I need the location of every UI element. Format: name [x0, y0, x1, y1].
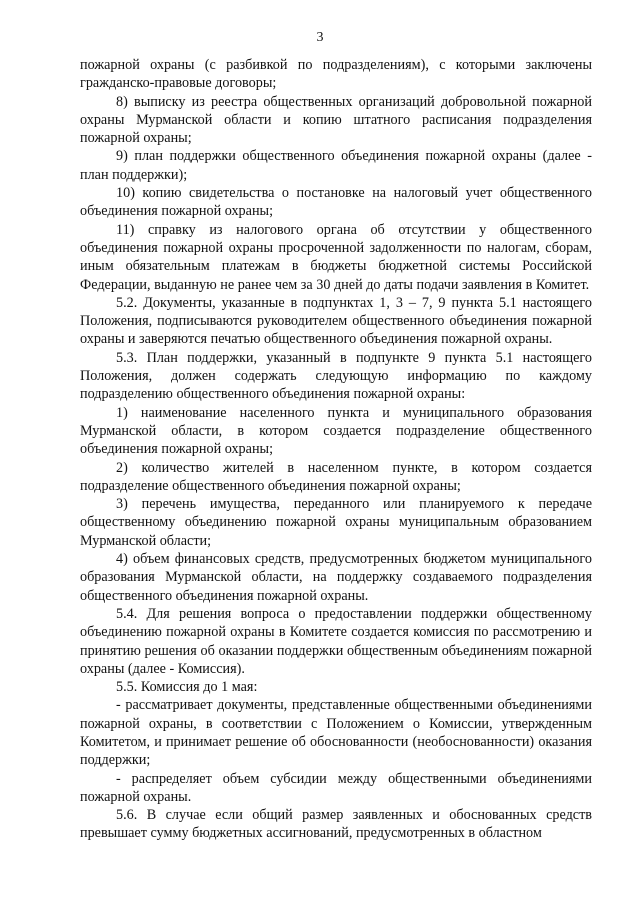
- paragraph: 3) перечень имущества, переданного или планируемого к передаче общественному объединению пожарной охраны муниципальным образованием Мурманской области;: [80, 496, 592, 549]
- paragraph: 10) копию свидетельства о постановке на налоговый учет общественного объединения пожарной охраны;: [80, 185, 592, 220]
- paragraph: - распределяет объем субсидии между общественными объединениями пожарной охраны.: [80, 770, 592, 805]
- paragraph: пожарной охраны (с разбивкой по подразделениям), с которыми заключены гражданско-правовые договоры;: [80, 57, 592, 92]
- paragraph: 1) наименование населенного пункта и муниципального образования Мурманской области, в котором создается подразделение общественного объединения пожарной охраны;: [80, 404, 592, 458]
- paragraph: 5.6. В случае если общий размер заявленных и обоснованных средств превышает сумму бюджетных ассигнований, предусмотренных в областном: [80, 807, 592, 842]
- paragraph: 9) план поддержки общественного объединения пожарной охраны (далее - план поддержки);: [80, 148, 592, 183]
- paragraph: 5.4. Для решения вопроса о предоставлении поддержки общественному объединению пожарной охраны в Комитете создается комиссия по рассмотрению и принятию решения об оказании поддержки общественным объединениям пожарной охраны (далее - Комиссия).: [80, 605, 592, 677]
- page-number: 3: [316, 30, 324, 45]
- paragraph: 11) справку из налогового органа об отсутствии у общественного объединения пожарной охраны просроченной задолженности по налогам, сборам, иным обязательным платежам в бюджеты бюджетной системы Российской Федерации, выданную не ранее чем за 30 дней до даты подачи заявления в Комитет.: [80, 221, 592, 293]
- paragraph: 5.5. Комиссия до 1 мая:: [116, 679, 258, 696]
- document-body: [80, 56, 592, 843]
- paragraph: 5.2. Документы, указанные в подпунктах 1, 3 – 7, 9 пункта 5.1 настоящего Положения, подписываются руководителем общественного объединения пожарной охраны и заверяются печатью общественного объединения пожарной охраны.: [80, 294, 592, 348]
- paragraph: 5.3. План поддержки, указанный в подпункте 9 пункта 5.1 настоящего Положения, должен содержать следующую информацию по каждому подразделению общественного объединения пожарной охраны:: [80, 349, 592, 403]
- paragraph: 2) количество жителей в населенном пункте, в котором создается подразделение общественного объединения пожарной охраны;: [80, 459, 592, 494]
- paragraph: 8) выписку из реестра общественных организаций добровольной пожарной охраны Мурманской области и копию штатного расписания подразделения пожарной охраны;: [80, 93, 592, 147]
- paragraph: - рассматривает документы, представленные общественными объединениями пожарной охраны, в соответствии с Положением о Комиссии, утвержденным Комитетом, и принимает решение об обоснованности (необоснованности) оказания поддержки;: [80, 697, 592, 769]
- paragraph: 4) объем финансовых средств, предусмотренных бюджетом муниципального образования Мурманской области, на поддержку создаваемого подразделения общественного объединения пожарной охраны.: [80, 551, 592, 604]
